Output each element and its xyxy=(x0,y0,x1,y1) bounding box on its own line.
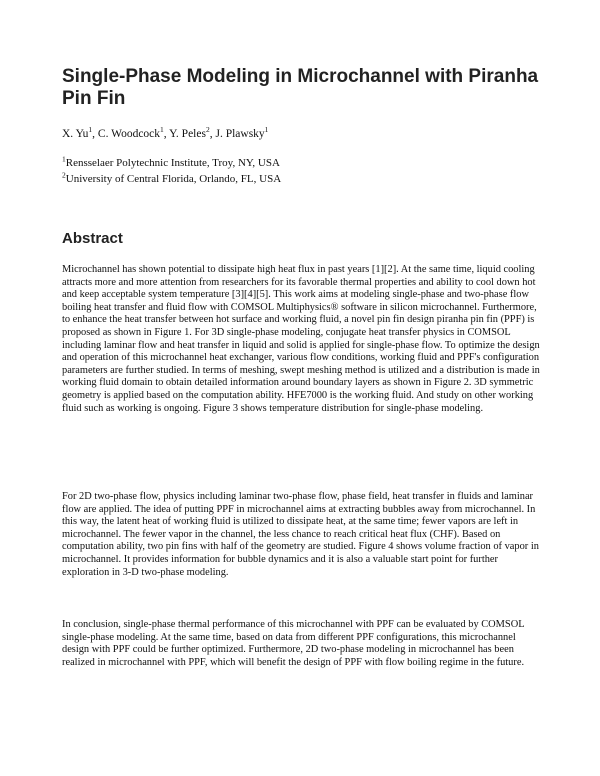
paper-title: Single-Phase Modeling in Microchannel with Piranha Pin Fin xyxy=(62,66,539,109)
abstract-paragraph: Microchannel has shown potential to dissipate high heat flux in past years [1][2]. At the same time, liquid cooling attracts more and more attention from researchers for its favorable thermal properties and ability to cool down hot and keep acceptable system temperature [3][4][5]. This work aims at modeling single-phase and two-phase flow boiling heat transfer and fluid flow with COMSOL Multiphysics® software in silicon microchannel. Furthermore, to enhance the heat transfer between hot surface and working fluid, a novel pin fin design piranha pin fin (PPF) is proposed as shown in Figure 1. For 3D single-phase modeling, conjugate heat transfer physics in COMSOL including laminar flow and heat transfer in liquid and solid is applied for single-phase flow. To optimize the design and operation of this microchannel heat exchanger, various flow conditions, working fluid and PPF's configuration parameters are further studied. In terms of meshing, swept meshing method is utilized and a distribution is made in working fluid domain to obtain detailed information around boundary layers as shown in Figure 2. 3D symmetric geometry is applied based on the computation ability. HFE7000 is the working fluid. And study on other working fluid such as working is ongoing. Figure 3 shows temperature distribution for single-phase modeling. xyxy=(62,264,540,414)
author: C. Woodcock$^1$, xyxy=(97,125,170,140)
abstract-paragraph: For 2D two-phase flow, physics including laminar two-phase flow, phase field, heat transfer in fluids and laminar flow are applied. The idea of putting PPF in microchannel aims at extracting bubbles away from microchannel. In this way, the latent heat of working fluid is utilized to dissipate heat, at the same time; fewer vapors are left in microchannel. The fewer vapor in the channel, the less chance to reach critical heat flux (CHF). Based on computation ability, two pin fins with half of the geometry are studied. Figure 4 shows volume fraction of vapor in microchannel. It provides information for bubble dynamics and it is also a valuable start point for further exploration in 3-D two-phase modeling. xyxy=(62,491,539,578)
author: J. Plawsky$^1$ xyxy=(215,125,269,140)
author-affiliation-mark: 2 xyxy=(205,125,210,135)
affiliation: $^2$University of Central Florida, Orlando, FL, USA xyxy=(62,170,282,185)
author-affiliation-mark: 1 xyxy=(88,125,93,135)
author: Y. Peles$^2$, xyxy=(169,125,216,140)
affiliation: $^1$Rensselaer Polytechnic Institute, Troy, NY, USA xyxy=(62,154,280,169)
author-affiliation-mark: 1 xyxy=(160,125,164,135)
author-affiliation-mark: 1 xyxy=(264,125,269,135)
abstract-heading: Abstract xyxy=(62,230,123,247)
affiliation-list xyxy=(62,155,552,187)
author: X. Yu$^1$, xyxy=(62,125,98,140)
author-list xyxy=(62,127,552,141)
abstract-paragraph: In conclusion, single-phase thermal performance of this microchannel with PPF can be evaluated by COMSOL single-phase modeling. At the same time, based on data from different PPF configurations, this microchannel design with PPF could be further optimized. Furthermore, 2D two-phase modeling in microchannel has been realized in microchannel with PPF, which will benefit the design of PPF with flow boiling regime in the future. xyxy=(62,619,525,668)
